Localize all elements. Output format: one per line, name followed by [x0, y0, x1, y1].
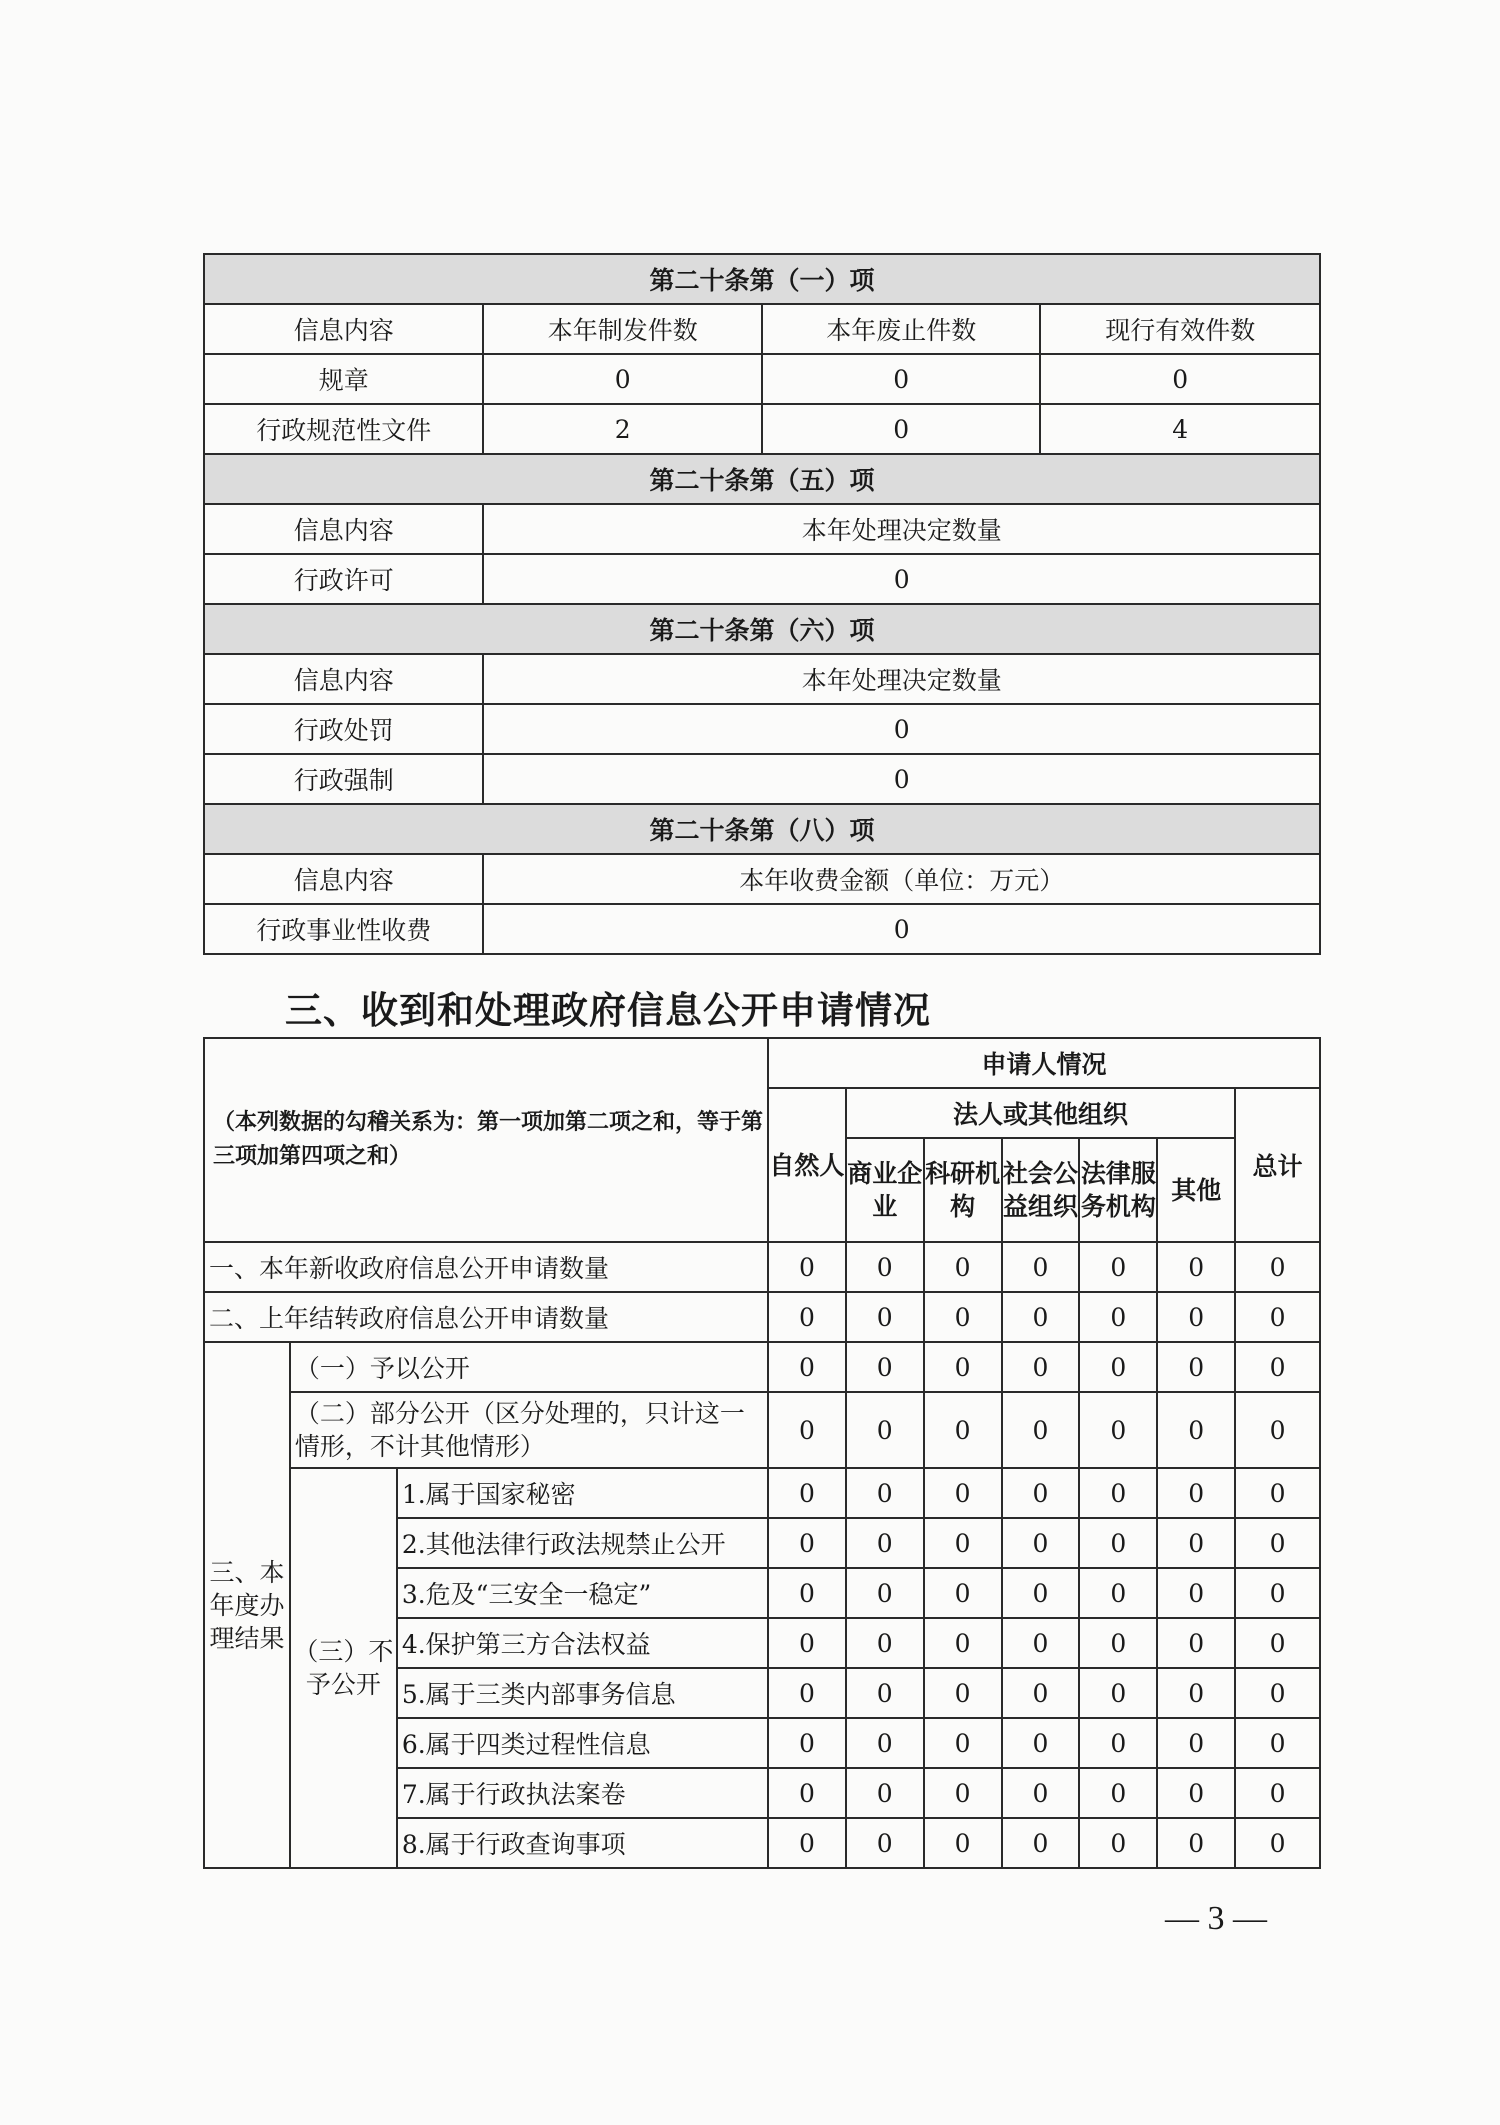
value-cell: 0: [846, 1518, 924, 1568]
value-cell: 0: [846, 1768, 924, 1818]
value-cell: 0: [762, 404, 1041, 454]
header-cell: 现行有效件数: [1040, 304, 1320, 354]
value-cell: 0: [924, 1392, 1002, 1468]
row-label: 行政许可: [204, 554, 483, 604]
applicant-header: 申请人情况: [768, 1038, 1320, 1088]
value-cell: 0: [762, 354, 1041, 404]
value-cell: 0: [924, 1618, 1002, 1668]
org-type-header: 社会公益组织: [1002, 1138, 1080, 1242]
value-cell: 0: [1079, 1718, 1157, 1768]
row-label: 4.保护第三方合法权益: [397, 1618, 768, 1668]
value-cell: 0: [1079, 1818, 1157, 1868]
row-label: 行政事业性收费: [204, 904, 483, 954]
table-row: [204, 1292, 1320, 1342]
value-cell: 0: [768, 1292, 846, 1342]
value-cell: 0: [1002, 1342, 1080, 1392]
value-cell: 4: [1040, 404, 1320, 454]
value-cell: 0: [1157, 1818, 1235, 1868]
table-row: [204, 354, 1320, 404]
row-label: 二、上年结转政府信息公开申请数量: [204, 1292, 768, 1342]
value-cell: 0: [846, 1568, 924, 1618]
value-cell: 0: [1079, 1292, 1157, 1342]
table-row: [204, 904, 1320, 954]
value-cell: 0: [768, 1718, 846, 1768]
header-cell: 信息内容: [204, 304, 483, 354]
table-header-row: [204, 854, 1320, 904]
table-row: [204, 1392, 1320, 1468]
page-number: — 3 —: [1165, 1900, 1267, 1937]
table-header-row: [204, 654, 1320, 704]
table-row: [204, 704, 1320, 754]
table-row: [204, 754, 1320, 804]
value-cell: 0: [768, 1242, 846, 1292]
section-title: 第二十条第（五）项: [204, 454, 1320, 504]
org-type-header: 其他: [1157, 1138, 1235, 1242]
value-cell: 0: [1079, 1568, 1157, 1618]
section-title: 第二十条第（六）项: [204, 604, 1320, 654]
value-cell: 0: [1002, 1518, 1080, 1568]
value-cell: 0: [1235, 1342, 1320, 1392]
value-cell: 0: [846, 1718, 924, 1768]
row-label: 7.属于行政执法案卷: [397, 1768, 768, 1818]
table-row: [204, 554, 1320, 604]
value-cell: 0: [1157, 1768, 1235, 1818]
value-cell: 0: [1002, 1618, 1080, 1668]
natural-person-header: 自然人: [768, 1088, 846, 1242]
value-cell: 0: [846, 1242, 924, 1292]
org-type-header: 科研机构: [924, 1138, 1002, 1242]
row-label: 6.属于四类过程性信息: [397, 1718, 768, 1768]
value-cell: 0: [1079, 1518, 1157, 1568]
row-label: 规章: [204, 354, 483, 404]
value-cell: 0: [846, 1818, 924, 1868]
value-cell: 0: [1235, 1392, 1320, 1468]
withheld-group-label: （三）不予公开: [290, 1468, 397, 1868]
table-header-row: [204, 304, 1320, 354]
table-row: [204, 1468, 1320, 1518]
header-cell: 本年废止件数: [762, 304, 1041, 354]
value-cell: 0: [768, 1342, 846, 1392]
value-cell: 0: [1002, 1292, 1080, 1342]
header-cell: 本年制发件数: [483, 304, 762, 354]
row-label: 1.属于国家秘密: [397, 1468, 768, 1518]
value-cell: 0: [1079, 1342, 1157, 1392]
application-handling-table: [203, 1037, 1321, 1869]
value-cell: 0: [1157, 1568, 1235, 1618]
value-cell: 0: [1157, 1342, 1235, 1392]
value-cell: 0: [1235, 1818, 1320, 1868]
table-header-row: [204, 1038, 1320, 1088]
value-cell: 0: [924, 1818, 1002, 1868]
header-cell: 信息内容: [204, 504, 483, 554]
value-cell: 0: [846, 1668, 924, 1718]
section-title: 第二十条第（一）项: [204, 254, 1320, 304]
header-cell: 本年处理决定数量: [483, 504, 1320, 554]
value-cell: 0: [1079, 1768, 1157, 1818]
value-cell: 0: [846, 1292, 924, 1342]
value-cell: 0: [768, 1518, 846, 1568]
value-cell: 0: [483, 354, 762, 404]
value-cell: 0: [924, 1518, 1002, 1568]
value-cell: 0: [1235, 1292, 1320, 1342]
value-cell: 0: [1235, 1718, 1320, 1768]
table-header-row: [204, 504, 1320, 554]
table-row: [204, 1242, 1320, 1292]
value-cell: 0: [1002, 1768, 1080, 1818]
value-cell: 0: [1079, 1242, 1157, 1292]
org-type-header: 商业企业: [846, 1138, 924, 1242]
value-cell: 0: [1157, 1518, 1235, 1568]
value-cell: 0: [1079, 1468, 1157, 1518]
header-cell: 信息内容: [204, 854, 483, 904]
value-cell: 0: [924, 1292, 1002, 1342]
header-cell: 本年收费金额（单位：万元）: [483, 854, 1320, 904]
table-note: （本列数据的勾稽关系为：第一项加第二项之和，等于第三项加第四项之和）: [204, 1038, 768, 1242]
value-cell: 0: [1157, 1618, 1235, 1668]
value-cell: 0: [1157, 1242, 1235, 1292]
value-cell: 0: [1002, 1242, 1080, 1292]
value-cell: 0: [924, 1568, 1002, 1618]
row-label: 3.危及“三安全一稳定”: [397, 1568, 768, 1618]
row-label: 行政强制: [204, 754, 483, 804]
value-cell: 0: [768, 1668, 846, 1718]
result-group-label: 三、本年度办理结果: [204, 1342, 290, 1868]
value-cell: 0: [768, 1468, 846, 1518]
row-label: （一）予以公开: [290, 1342, 768, 1392]
row-label: （二）部分公开（区分处理的，只计这一情形，不计其他情形）: [290, 1392, 768, 1468]
value-cell: 0: [1079, 1618, 1157, 1668]
value-cell: 0: [1079, 1668, 1157, 1718]
value-cell: 0: [483, 554, 1320, 604]
value-cell: 0: [1079, 1392, 1157, 1468]
value-cell: 0: [768, 1818, 846, 1868]
value-cell: 0: [846, 1342, 924, 1392]
org-type-header: 法律服务机构: [1079, 1138, 1157, 1242]
value-cell: 0: [1157, 1468, 1235, 1518]
legal-entity-header: 法人或其他组织: [846, 1088, 1235, 1138]
value-cell: 0: [768, 1568, 846, 1618]
value-cell: 0: [1157, 1392, 1235, 1468]
value-cell: 0: [1235, 1242, 1320, 1292]
section-title: 第二十条第（八）项: [204, 804, 1320, 854]
value-cell: 0: [846, 1392, 924, 1468]
row-label: 2.其他法律行政法规禁止公开: [397, 1518, 768, 1568]
row-label: 行政处罚: [204, 704, 483, 754]
value-cell: 0: [924, 1242, 1002, 1292]
value-cell: 0: [768, 1392, 846, 1468]
row-label: 5.属于三类内部事务信息: [397, 1668, 768, 1718]
value-cell: 0: [1157, 1292, 1235, 1342]
value-cell: 0: [1157, 1668, 1235, 1718]
value-cell: 0: [1235, 1768, 1320, 1818]
value-cell: 0: [1235, 1518, 1320, 1568]
disclosure-table-article-20: [203, 253, 1321, 955]
value-cell: 0: [1157, 1718, 1235, 1768]
value-cell: 0: [768, 1768, 846, 1818]
value-cell: 0: [1235, 1468, 1320, 1518]
value-cell: 0: [1235, 1668, 1320, 1718]
value-cell: 0: [1002, 1392, 1080, 1468]
value-cell: 0: [768, 1618, 846, 1668]
value-cell: 0: [924, 1668, 1002, 1718]
header-cell: 信息内容: [204, 654, 483, 704]
section-heading: 三、收到和处理政府信息公开申请情况: [285, 989, 931, 1032]
value-cell: 2: [483, 404, 762, 454]
value-cell: 0: [1002, 1568, 1080, 1618]
value-cell: 0: [483, 904, 1320, 954]
value-cell: 0: [924, 1768, 1002, 1818]
value-cell: 0: [924, 1342, 1002, 1392]
value-cell: 0: [846, 1468, 924, 1518]
value-cell: 0: [924, 1718, 1002, 1768]
total-header: 总计: [1235, 1088, 1320, 1242]
value-cell: 0: [1002, 1468, 1080, 1518]
header-cell: 本年处理决定数量: [483, 654, 1320, 704]
value-cell: 0: [1002, 1718, 1080, 1768]
value-cell: 0: [1235, 1568, 1320, 1618]
value-cell: 0: [1002, 1818, 1080, 1868]
value-cell: 0: [483, 754, 1320, 804]
value-cell: 0: [1002, 1668, 1080, 1718]
value-cell: 0: [483, 704, 1320, 754]
value-cell: 0: [846, 1618, 924, 1668]
row-label: 行政规范性文件: [204, 404, 483, 454]
table-row: [204, 1342, 1320, 1392]
value-cell: 0: [924, 1468, 1002, 1518]
table-row: [204, 404, 1320, 454]
row-label: 一、本年新收政府信息公开申请数量: [204, 1242, 768, 1292]
value-cell: 0: [1040, 354, 1320, 404]
value-cell: 0: [1235, 1618, 1320, 1668]
row-label: 8.属于行政查询事项: [397, 1818, 768, 1868]
